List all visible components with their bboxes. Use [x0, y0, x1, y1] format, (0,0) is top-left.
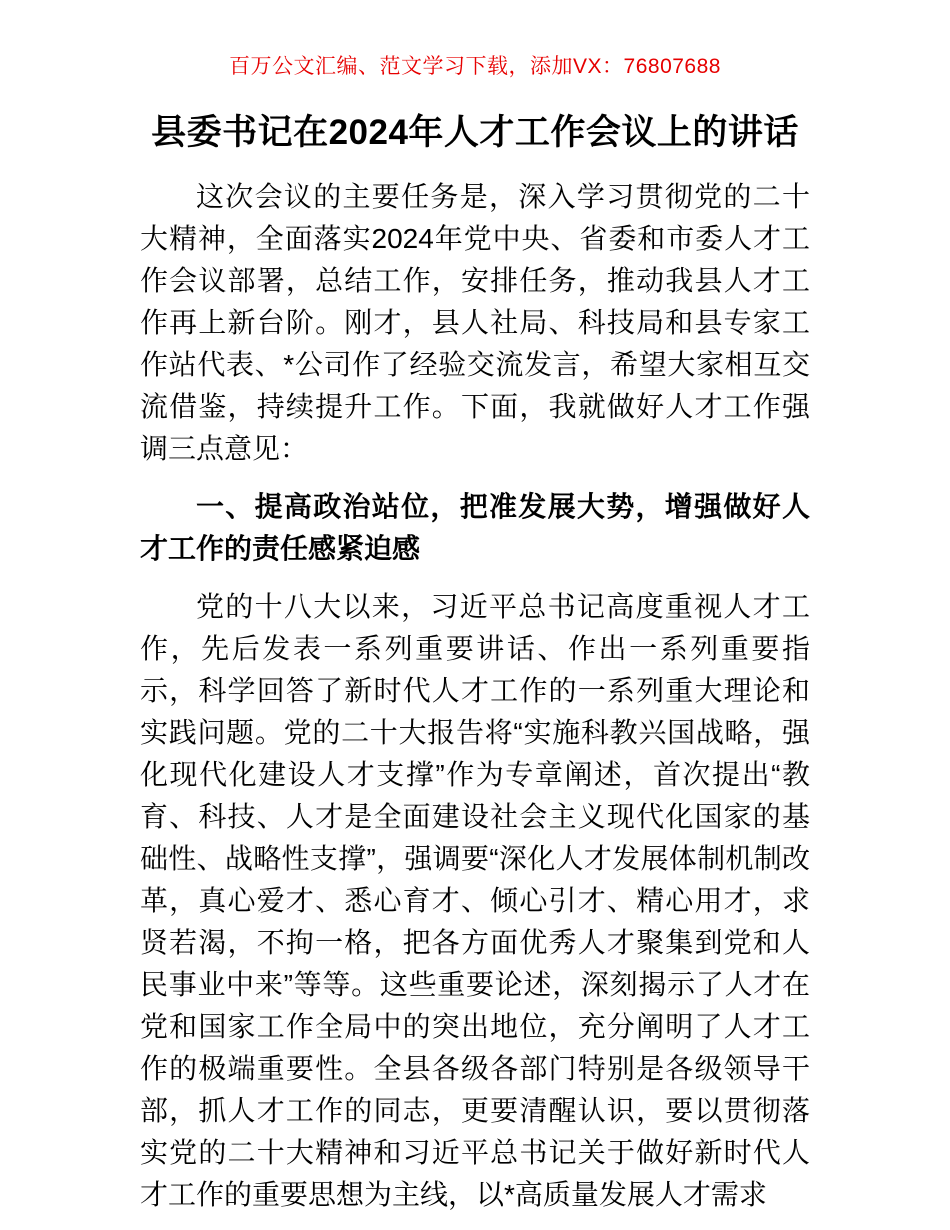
header-promo-text: 百万公文汇编、范文学习下载，添加VX：76807688 [229, 55, 721, 78]
document-title: 县委书记在2024年人才工作会议上的讲话 [151, 113, 799, 152]
section-heading-1: 一、提高政治站位，把准发展大势，增强做好人才工作的责任感紧迫感 [140, 491, 810, 564]
paragraph-intro: 这次会议的主要任务是，深入学习贯彻党的二十大精神，全面落实2024年党中央、省委和市委人才工作会议部署，总结工作，安排任务，推动我县人才工作再上新台阶。刚才，县人社局、科技局和县专家工作站代表、*公司作了经验交流发言，希望大家相互交流借鉴，持续提升工作。下面，我就做好人才工作强调三点意见： [140, 181, 810, 464]
paragraph-section-1-body: 党的十八大以来，习近平总书记高度重视人才工作，先后发表一系列重要讲话、作出一系列重要指示，科学回答了新时代人才工作的一系列重大理论和实践问题。党的二十大报告将“实施科教兴国战略，强化现代化建设人才支撑”作为专章阐述，首次提出“教育、科技、人才是全面建设社会主义现代化国家的基础性、战略性支撑”，强调要“深化人才发展体制机制改革，真心爱才、悉心育才、倾心引才、精心用才，求贤若渴，不拘一格，把各方面优秀人才聚集到党和人民事业中来”等等。这些重要论述，深刻揭示了人才在党和国家工作全局中的突出地位，充分阐明了人才工作的极端重要性。全县各级各部门特别是各级领导干部，抓人才工作的同志，更要清醒认识，要以贯彻落实党的二十大精神和习近平总书记关于做好新时代人才工作的重要思想为主线，以*高质量发展人才需求 [140, 591, 810, 1210]
